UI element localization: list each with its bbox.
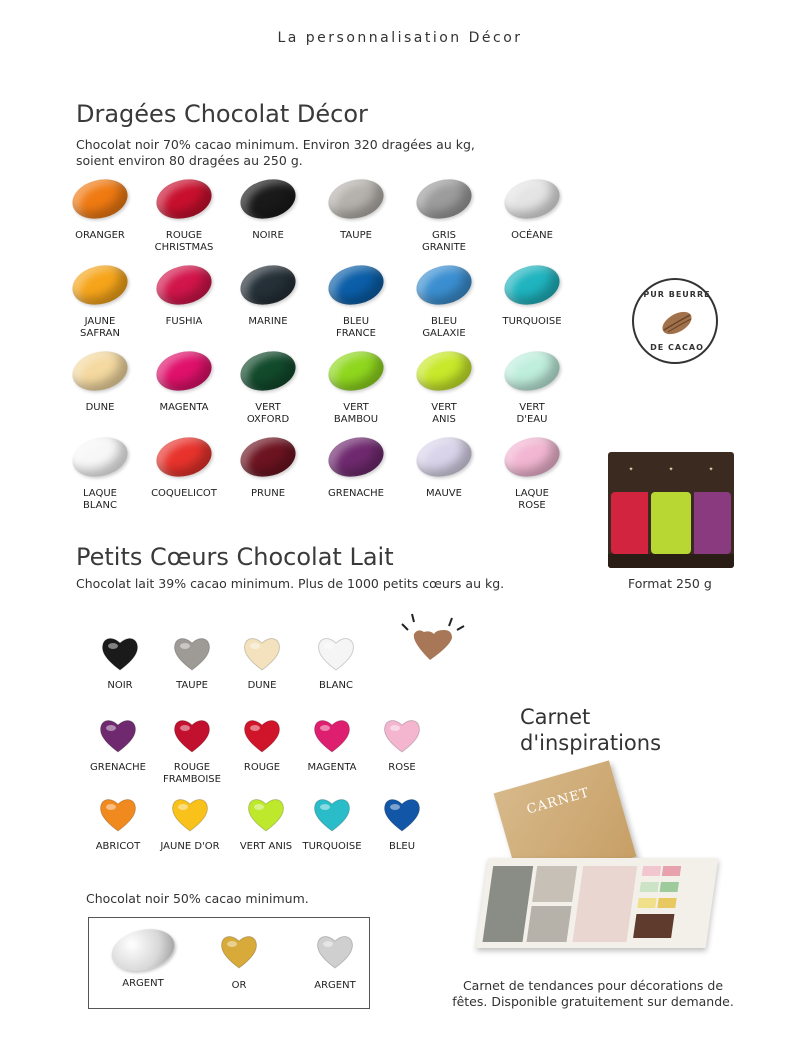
bag-logo-icon: ✦ [708,466,714,473]
metallic-swatch [290,930,380,991]
heart-icon [315,632,357,674]
heart-icon [245,793,287,835]
dragee-icon [68,346,132,396]
carnet-title: Carnet d'inspirations [520,705,662,755]
bag-green [648,452,694,568]
heart-swatch [357,714,447,774]
dragee-label: MARINE [248,316,288,327]
heart-label: ROUGE [243,762,281,773]
page-header: La personnalisation Décor [277,30,523,46]
dragee-icon [500,346,564,396]
heart-icon [97,793,139,835]
dragee-swatch [222,266,314,328]
dragee-icon [500,260,564,310]
metallic-label: ARGENT [314,980,356,991]
gold-heart-icon [218,930,260,972]
heart-label: GRENACHE [90,762,146,773]
heart-label: TURQUOISE [302,841,362,852]
carnet-description: Carnet de tendances pour décorations de fêtes. Disponible gratuitement sur demande. [452,978,734,1009]
cocoa-pod-icon [658,306,696,340]
dragee-label: COQUELICOT [151,488,217,499]
dragee-swatch [138,266,230,328]
dragee-label: ROUGE CHRISTMAS [154,230,214,253]
heart-label: JAUNE D'OR [160,841,220,852]
dragee-swatch [138,180,230,254]
dragee-label: FUSHIA [165,316,203,327]
metallic-swatch [98,930,188,989]
heart-icon [171,632,213,674]
dragee-label: BLEU FRANCE [336,316,376,339]
heart-label: ABRICOT [95,841,141,852]
dragee-swatch [398,180,490,254]
dragee-swatch [486,352,578,426]
dragee-swatch [310,438,402,500]
dragee-swatch [486,180,578,242]
dragee-swatch [138,352,230,414]
heart-label: VERT ANIS [239,841,293,852]
dragee-label: MAGENTA [159,402,209,413]
heart-icon [171,714,213,756]
dragee-label: ORANGER [75,230,125,241]
heart-label: DUNE [247,680,277,691]
dragees-desc-line-1: Chocolat noir 70% cacao minimum. Environ 320 dragées au kg, [76,137,475,152]
dragee-swatch [54,352,146,414]
dragees-title: Dragées Chocolat Décor [76,100,368,128]
dragee-label: OCÉANE [511,230,553,241]
dragee-swatch [310,266,402,340]
plain-description: Chocolat noir 50% cacao minimum. [86,891,309,906]
format-label: Format 250 g [628,576,712,591]
bag-purple [688,452,734,568]
dragee-label: TURQUOISE [502,316,562,327]
dragees-desc-line-2: soient environ 80 dragées au 250 g. [76,153,303,168]
badge-text-bottom: DE CACAO [650,343,704,352]
dragee-icon [152,174,216,224]
dragee-swatch [486,266,578,328]
heart-label: ROSE [388,762,416,773]
dragee-label: LAQUE ROSE [515,488,549,511]
dragee-icon [412,174,476,224]
dragee-icon [68,260,132,310]
heart-swatch [357,793,447,853]
dragee-icon [152,346,216,396]
dragee-swatch [222,438,314,500]
dragee-label: GRIS GRANITE [422,230,466,253]
bag-logo-icon: ✦ [668,466,674,473]
dragee-swatch [486,438,578,512]
heart-icon [381,714,423,756]
dragee-icon [236,346,300,396]
heart-icon [311,714,353,756]
heart-icon [169,793,211,835]
heart-icon [241,632,283,674]
heart-label: NOIR [107,680,133,691]
dragee-icon [412,260,476,310]
heart-icon [97,714,139,756]
featured-heart [394,612,474,672]
dragee-swatch [398,352,490,426]
dragee-swatch [222,352,314,426]
dragee-swatch [222,180,314,242]
heart-icon [311,793,353,835]
coeurs-title: Petits Cœurs Chocolat Lait [76,543,394,571]
dragee-label: VERT OXFORD [246,402,290,425]
dragee-icon [412,432,476,482]
dragee-icon [152,432,216,482]
metallic-label: OR [231,980,247,991]
dragee-label: MAUVE [426,488,462,499]
pur-beurre-badge [632,278,718,364]
dragee-swatch [310,180,402,242]
featured-heart-icon [394,612,474,672]
dragee-swatch [138,438,230,500]
dragee-label: JAUNE SAFRAN [80,316,120,339]
dragee-icon [68,174,132,224]
heart-icon [381,793,423,835]
dragee-label: VERT ANIS [431,402,457,425]
dragee-label: PRUNE [250,488,286,499]
heart-label: MAGENTA [307,762,357,773]
heart-label: BLEU [388,841,416,852]
carnet-book-title: CARNET [525,785,592,818]
dragee-icon [500,432,564,482]
heart-icon [241,714,283,756]
heart-label: TAUPE [176,680,208,691]
dragee-label: VERT BAMBOU [333,402,379,425]
metallic-swatch [194,930,284,991]
product-bags-image [608,452,732,568]
dragee-icon [324,260,388,310]
dragee-label: DUNE [85,402,115,413]
dragees-description [76,137,475,169]
dragee-icon [324,346,388,396]
dragee-label: VERT D'EAU [516,402,548,425]
dragee-icon [324,174,388,224]
dragee-label: GRENACHE [328,488,384,499]
heart-label: ROUGE FRAMBOISE [163,762,221,785]
badge-text-top: PUR BEURRE [643,290,711,299]
dragee-swatch [54,180,146,242]
dragee-icon [412,346,476,396]
dragee-swatch [398,266,490,340]
dragee-label: TAUPE [340,230,372,241]
metallic-label: ARGENT [122,978,164,989]
dragee-swatch [54,266,146,340]
carnet-spread-image [476,858,719,948]
heart-label: BLANC [319,680,353,691]
heart-icon [99,632,141,674]
silver-dragee-icon [107,923,179,977]
dragee-icon [68,432,132,482]
bag-logo-icon: ✦ [628,466,634,473]
dragee-label: NOIRE [252,230,284,241]
dragee-icon [236,432,300,482]
dragee-label: LAQUE BLANC [83,488,117,511]
heart-swatch [291,632,381,692]
dragee-label: BLEU GALAXIE [422,316,466,339]
argent-or-box [88,917,370,1009]
dragee-icon [324,432,388,482]
dragee-swatch [310,352,402,426]
coeurs-description: Chocolat lait 39% cacao minimum. Plus de 1000 petits cœurs au kg. [76,576,505,591]
dragee-icon [236,174,300,224]
dragee-icon [152,260,216,310]
dragee-swatch [54,438,146,512]
dragee-swatch [398,438,490,500]
dragee-icon [236,260,300,310]
dragee-icon [500,174,564,224]
silver-heart-icon [314,930,356,972]
